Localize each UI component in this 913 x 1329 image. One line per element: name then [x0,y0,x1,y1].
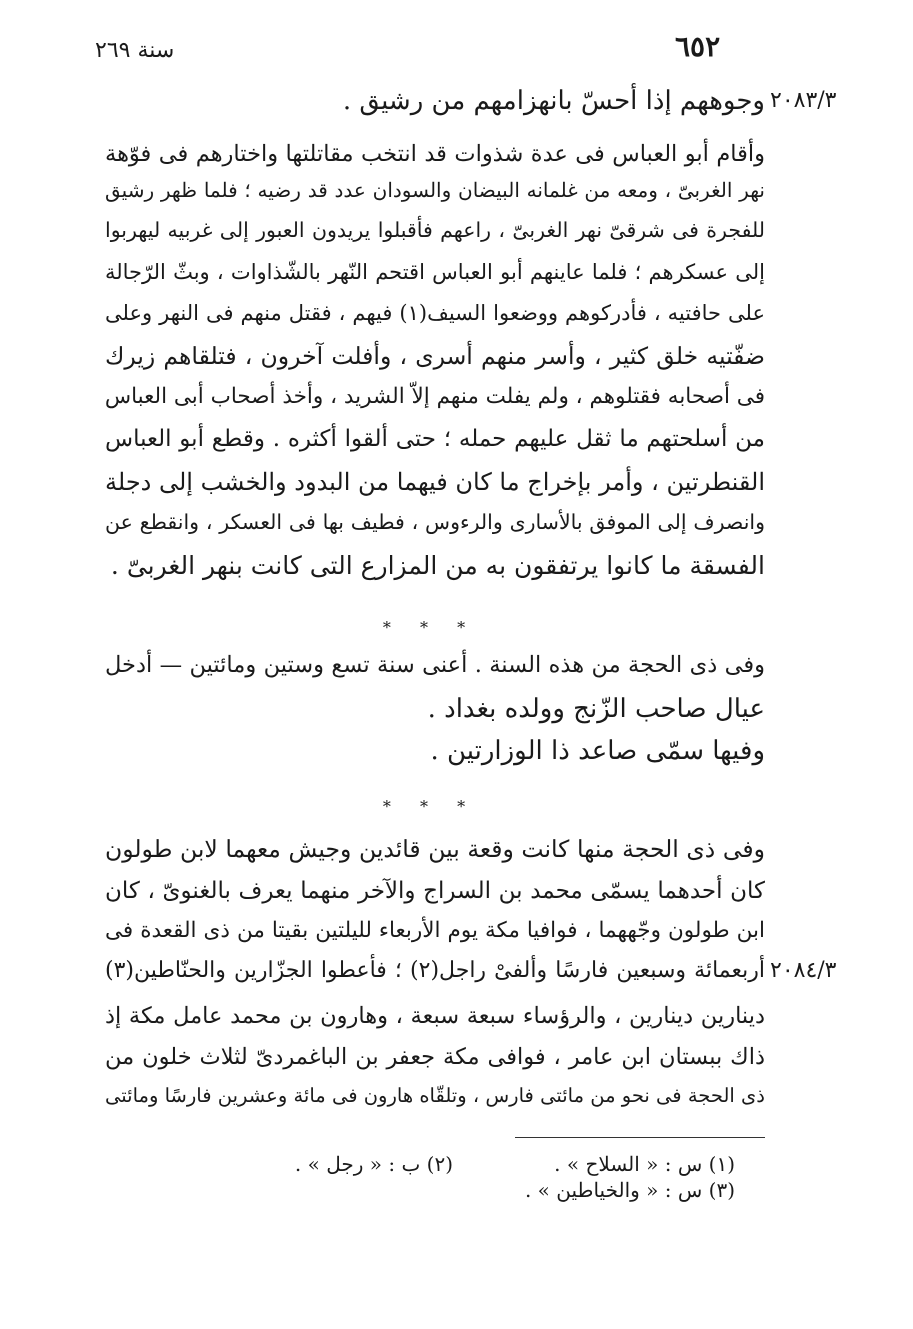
text-line: ابن طولون وجّههما ، فوافيا مكة يوم الأربعاء لليلتين بقيتا من ذى القعدة فى [105,918,765,943]
text-line: القنطرتين ، وأمر بإخراج ما كان فيهما من البدود والخشب إلى دجلة [105,468,765,496]
text-line: وفى ذى الحجة من هذه السنة . أعنى سنة تسع وستين ومائتين — أدخل [105,652,765,678]
text-line: وفى ذى الحجة منها كانت وقعة بين قائدين وجيش معهما لابن طولون [105,835,765,863]
text-line: كان أحدهما يسمّى محمد بن السراج والآخر منهما يعرف بالغنوىّ ، كان [105,878,765,904]
text-line: وجوههم إذا أحسّ بانهزامهم من رشيق . [342,86,765,116]
text-line: ذى الحجة فى نحو من مائتى فارس ، وتلقّاه هارون فى مائة وعشرين فارسًا ومائتى [105,1084,765,1107]
text-line: على حافتيه ، فأدركوهم ووضعوا السيف(١) فيهم ، فقتل منهم فى النهر وعلى [105,301,765,325]
footnote: (١) س : « السلاح » . [554,1152,735,1176]
text-line: وأقام أبو العباس فى عدة شذوات قد انتخب مقاتلتها واختارهم فى فوّهة [105,141,765,167]
text-line: دينارين دينارين ، والرؤساء سبعة سبعة ، وهارون بن محمد عامل مكة إذ [105,1003,765,1029]
footnote-rule [515,1137,765,1138]
text-line: من أسلحتهم ما ثقل عليهم حمله ؛ حتى ألقوا أكثره . وقطع أبو العباس [105,426,765,452]
page-number: ٦٥٢ [675,30,721,63]
text-line: وانصرف إلى الموفق بالأسارى والرءوس ، فطيف بها فى العسكر ، وانقطع عن [105,510,765,534]
text-line: عيال صاحب الزّنج وولده بغداد . [427,694,765,724]
text-line: الفسقة ما كانوا يرتفقون به من المزارع التى كانت بنهر الغربىّ . [110,551,765,580]
running-head-year: سنة ٢٦٩ [95,38,175,63]
footnote: (٢) ب : « رجل » . [294,1152,453,1176]
text-line: ذاك ببستان ابن عامر ، فوافى مكة جعفر بن الباغمردىّ لثلاث خلون من [105,1044,765,1070]
footnote: (٣) س : « والخياطين » . [524,1178,735,1202]
section-separator: * * * [382,618,478,637]
text-line: ضفّتيه خلق كثير ، وأسر منهم أسرى ، وأفلت آخرون ، فتلقاهم زيرك [105,342,765,370]
text-line: فى أصحابه فقتلوهم ، ولم يفلت منهم إلاّ الشريد ، وأخذ أصحاب أبى العباس [104,384,765,409]
margin-reference: ٢٠٨٣/٣ [770,88,837,113]
text-line: نهر الغربىّ ، ومعه من غلمانه البيضان والسودان عدد قد رضيه ؛ فلما ظهر رشيق [105,178,765,202]
text-line: وفيها سمّى صاعد ذا الوزارتين . [430,736,765,766]
text-line: للفجرة فى شرقىّ نهر الغربىّ ، راعهم فأقبلوا يريدون العبور إلى غربيه ليهربوا [105,218,765,242]
text-line: إلى عسكرهم ؛ فلما عاينهم أبو العباس اقتحم النّهر بالشّذاوات ، وبثّ الرّجالة [105,260,765,284]
text-line: أربعمائة وسبعين فارسًا وألفىْ راجل(٢) ؛ فأعطوا الجزّارين والحنّاطين(٣) [105,958,765,983]
margin-reference: ٢٠٨٤/٣ [770,958,837,983]
section-separator: * * * [382,797,478,816]
